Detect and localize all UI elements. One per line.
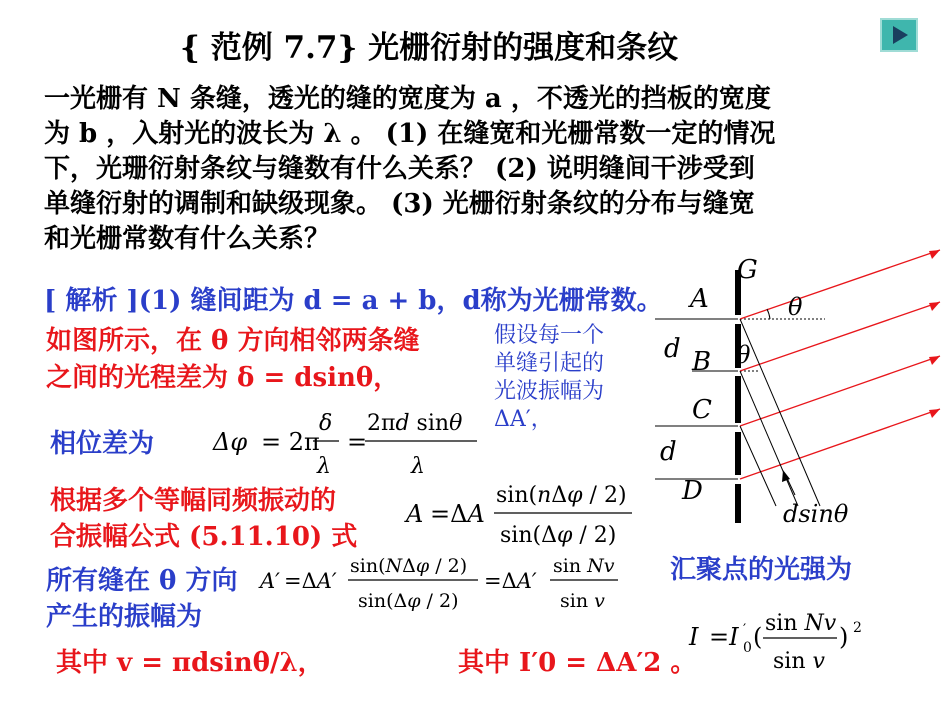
problem-line: 一光栅有 N 条缝，透光的缝的宽度为 a ，不透光的挡板的宽度 [44,84,771,114]
problem-statement [44,82,914,257]
svg-text:Δφ: Δφ [213,428,248,456]
path-difference-line-1: 如图所示，在 θ 方向相邻两条缝 [46,326,420,356]
label-G: G [737,255,758,285]
problem-line: 为 b ，入射光的波长为 λ 。 (1) 在缝宽和光栅常数一定的情况 [44,119,776,149]
svg-text:sin Nv: sin Nv [765,611,837,636]
amplitude-formula [400,476,640,556]
assumption-line: 单缝引起的 [494,351,605,376]
assumption-note [494,322,604,434]
all-slits-desc-1: 所有缝在 θ 方向 [46,566,238,596]
problem-line: 和光栅常数有什么关系？ [44,224,331,254]
path-difference-line-2: 之间的光程差为 δ = dsinθ， [46,363,400,393]
label-theta-mid: θ [736,341,751,369]
svg-text:0: 0 [743,640,752,656]
svg-text:λ: λ [317,454,331,479]
next-slide-button[interactable] [880,18,918,52]
assumption-line: 假设每一个 [494,323,605,348]
svg-text:sin Nv: sin Nv [553,555,615,577]
svg-text:sin v: sin v [773,649,825,674]
assumption-line: ΔA′， [494,407,553,432]
svg-text:I: I [689,623,699,651]
svg-text:sin(nΔφ / 2): sin(nΔφ / 2) [496,483,627,508]
svg-text:sin(NΔφ / 2): sin(NΔφ / 2) [350,555,468,577]
amplitude-formula-desc-1: 根据多个等幅同频振动的 [50,486,337,516]
all-slits-desc-2: 产生的振幅为 [46,602,203,632]
svg-text:(: ( [753,623,763,651]
phase-label: 相位差为 [50,429,155,459]
svg-text:A′: A′ [260,569,280,593]
label-d-upper: d [664,334,681,364]
svg-text:sin(Δφ / 2): sin(Δφ / 2) [500,523,617,548]
svg-text:λ: λ [411,454,425,479]
assumption-line: 光波振幅为 [494,379,605,404]
svg-text:=I: =I [709,623,739,651]
page-title: { 范例 7.7} 光栅衍射的强度和条纹 [180,30,679,66]
svg-text:sin(Δφ / 2): sin(Δφ / 2) [358,590,459,612]
amplitude-formula-desc-2: 合振幅公式 (5.11.10) 式 [50,522,358,552]
svg-text:sin v: sin v [560,590,605,612]
svg-text:=: = [347,428,368,456]
phase-formula [205,405,495,483]
amplitude-prime-formula [258,550,628,622]
svg-text:=ΔA′: =ΔA′ [484,569,537,593]
grating-diagram [640,240,950,540]
svg-text:′: ′ [743,622,747,638]
svg-text:δ: δ [319,411,333,436]
label-d-lower: d [660,437,677,467]
label-theta-top: θ [788,293,803,321]
svg-text:=ΔA′: =ΔA′ [284,569,337,593]
label-C: C [692,395,712,425]
where-v: 其中 v = πdsinθ/λ， [56,648,324,678]
intensity-label: 汇聚点的光强为 [670,555,853,585]
svg-text:2πd sinθ: 2πd sinθ [367,411,463,436]
label-A: A [690,284,709,314]
play-icon [882,20,916,50]
svg-text:=ΔA: =ΔA [430,500,485,528]
label-D: D [682,476,703,506]
svg-text:= 2π: = 2π [261,428,320,456]
problem-line: 下，光珊衍射条纹与缝数有什么关系？ (2) 说明缝间干涉受到 [44,154,755,184]
intensity-formula [685,600,885,680]
label-dsintheta: dsinθ [783,500,849,528]
problem-line: 单缝衍射的调制和缺级现象。 (3) 光栅衍射条纹的分布与缝宽 [44,189,755,219]
where-I0: 其中 I′0 = ΔA′2 。 [458,648,697,678]
svg-text:2: 2 [853,620,862,636]
svg-text:): ) [839,623,849,651]
svg-text:A: A [406,500,424,528]
label-B: B [692,347,712,377]
analysis-text: [ 解析 ](1) 缝间距为 d = a + b，d称为光栅常数。 [44,286,663,316]
